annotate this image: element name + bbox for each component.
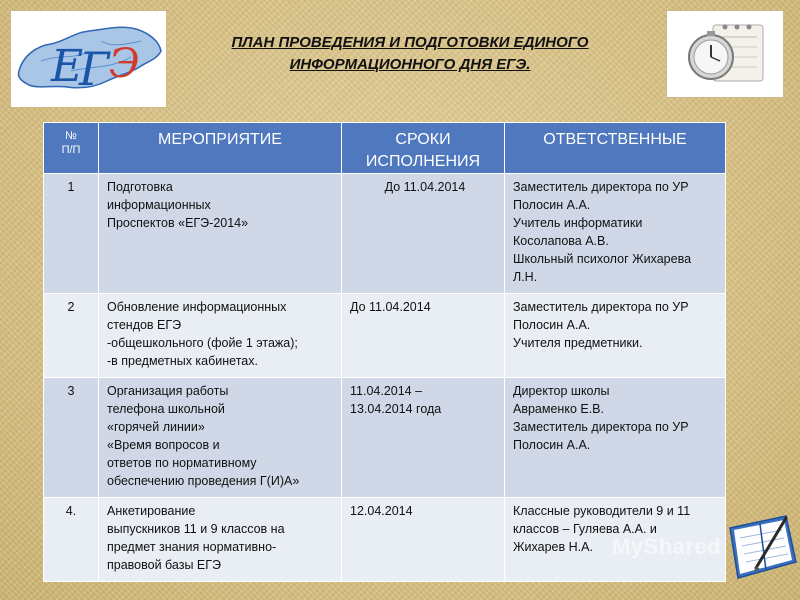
row-event: Обновление информационных стендов ЕГЭ -общешкольного (фойе 1 этажа); -в предметных кабинетах.	[99, 294, 342, 378]
row-responsible: Классные руководители 9 и 11 классов – Гуляева А.А. и Жихарев Н.А.	[505, 498, 726, 582]
row-deadline: 11.04.2014 – 13.04.2014 года	[342, 378, 505, 498]
svg-text:Э: Э	[109, 41, 140, 87]
table-row	[44, 378, 726, 498]
logo-e-letter: Е	[51, 41, 84, 92]
table-row	[44, 174, 726, 294]
row-num: 2	[44, 294, 99, 378]
page-title	[190, 32, 630, 76]
table-header-row	[44, 123, 726, 174]
row-event: Организация работы телефона школьной «горячей линии» «Время вопросов и ответов по нормативному обеспечению проведения Г(И)А»	[99, 378, 342, 498]
row-responsible: Заместитель директора по УР Полосин А.А. Учитель информатики Косолапова А.В. Школьный психолог Жихарева Л.Н.	[505, 174, 726, 294]
row-num: 1	[44, 174, 99, 294]
title-line-2: ИНФОРМАЦИОННОГО ДНЯ ЕГЭ.	[289, 56, 531, 73]
header-num: № П/П	[44, 123, 99, 174]
row-deadline: До 11.04.2014	[342, 294, 505, 378]
ege-logo	[10, 10, 167, 108]
row-num: 3	[44, 378, 99, 498]
title-line-1: ПЛАН ПРОВЕДЕНИЯ И ПОДГОТОВКИ ЕДИНОГО	[231, 34, 589, 51]
row-responsible: Директор школы Авраменко Е.В. Заместитель директора по УР Полосин А.А.	[505, 378, 726, 498]
plan-table	[43, 122, 726, 582]
svg-text:Г: Г	[79, 42, 110, 96]
clock-calendar-icon	[666, 10, 784, 98]
row-deadline: До 11.04.2014	[342, 174, 505, 294]
russia-map-icon	[11, 11, 166, 107]
row-event: Подготовка информационных Проспектов «ЕГЭ-2014»	[99, 174, 342, 294]
row-num: 4.	[44, 498, 99, 582]
table-row	[44, 294, 726, 378]
header-deadline: СРОКИ ИСПОЛНЕНИЯ	[342, 123, 505, 174]
book-pen-icon	[716, 498, 800, 592]
row-responsible: Заместитель директора по УР Полосин А.А. Учителя предметники.	[505, 294, 726, 378]
header-responsible: ОТВЕТСТВЕННЫЕ	[505, 123, 726, 174]
row-deadline: 12.04.2014	[342, 498, 505, 582]
watermark: MyShared	[612, 534, 722, 559]
row-event: Анкетирование выпускников 11 и 9 классов на предмет знания нормативно- правовой базы ЕГЭ	[99, 498, 342, 582]
header-event: МЕРОПРИЯТИЕ	[99, 123, 342, 174]
